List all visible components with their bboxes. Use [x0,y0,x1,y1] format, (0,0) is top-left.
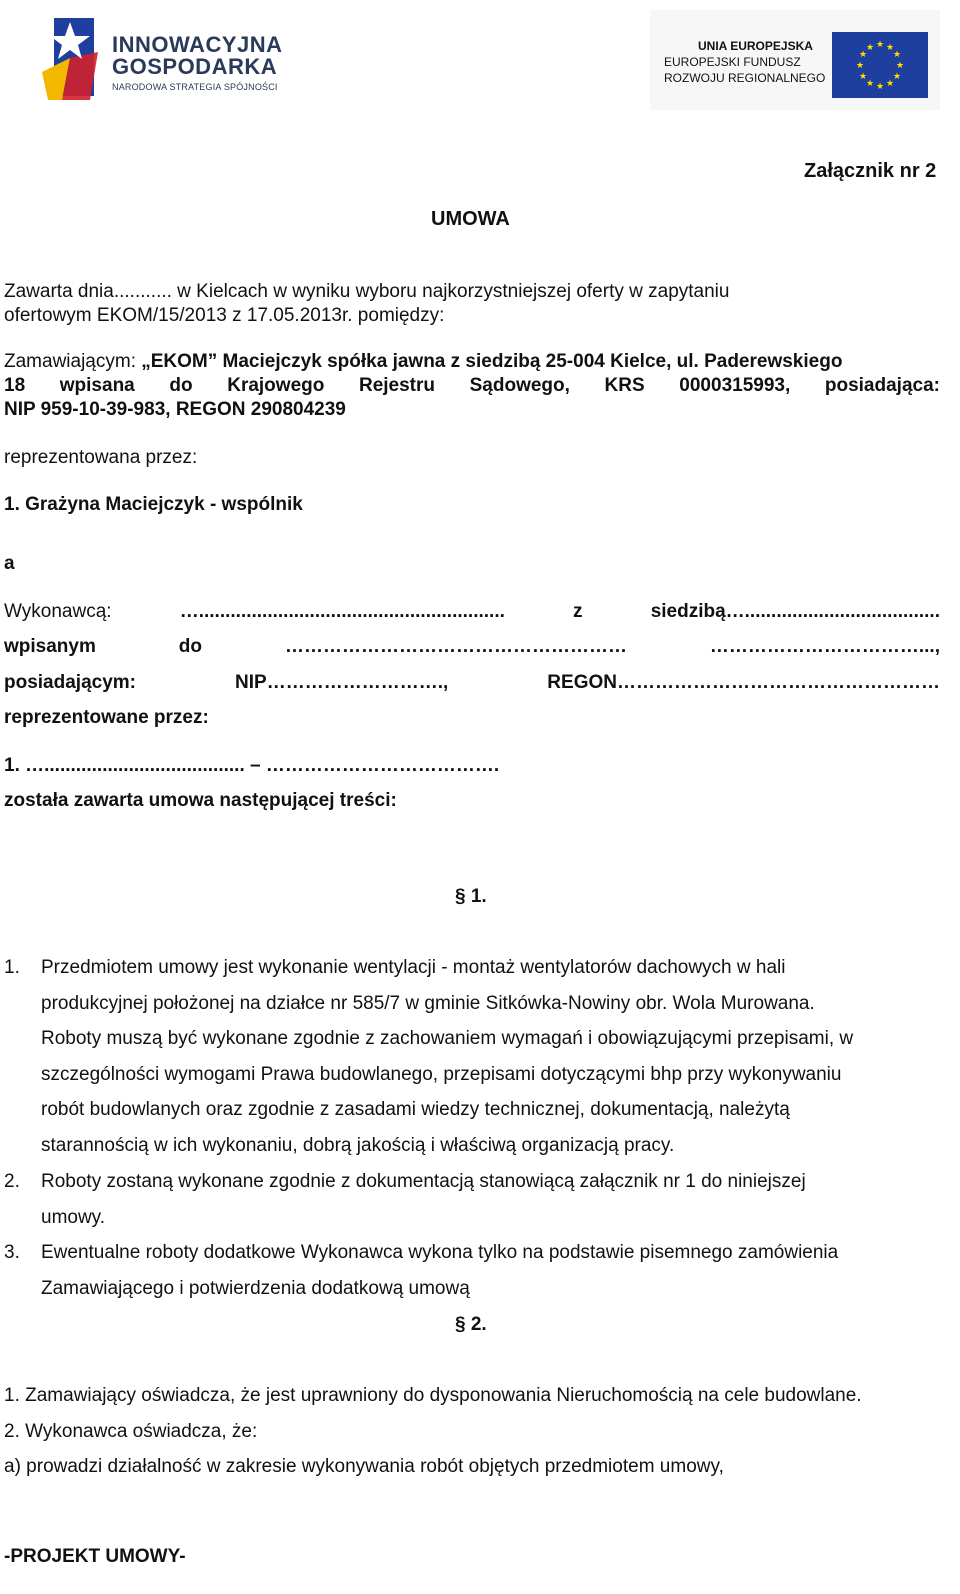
party1-word: 0000315993, [679,375,791,396]
party1-line-3: NIP 959-10-39-983, REGON 290804239 [4,399,346,420]
s1-item-1-line: robót budowlanych oraz zgodnie z zasadami wiedzy technicznej, dokumentacją, należytą [41,1099,790,1120]
party1-word: Krajowego [227,375,325,396]
star-logo-icon [40,12,102,102]
s1-item-1-line: szczególności wymogami Prawa budowlanego, przepisami dotyczącymi bhp przy wykonywaniu [41,1064,842,1085]
logo-line-3: NARODOWA STRATEGIA SPÓJNOŚCI [112,82,278,92]
svg-text:★: ★ [892,72,902,82]
contractor-line-1 [4,601,940,623]
party1-word: KRS [604,375,645,396]
party1-name: „EKOM” Maciejczyk spółka jawna z siedzibą 25-004 Kielce, ul. Paderewskiego [141,351,843,372]
s1-item-2-line: umowy. [41,1207,106,1228]
concluded-line: została zawarta umowa następującej treści: [4,790,397,811]
svg-text:★: ★ [875,82,885,92]
attachment-label: Załącznik nr 2 [804,160,937,182]
innowacyjna-gospodarka-logo [40,12,300,102]
svg-text:★: ★ [858,50,868,60]
intro-line-2: ofertowym EKOM/15/2013 z 17.05.2013r. pomiędzy: [4,305,445,326]
s1-item-1-num: 1. [4,957,20,978]
svg-text:★: ★ [865,43,875,53]
footer-draft-label: -PROJEKT UMOWY- [4,1546,186,1567]
represented-by: reprezentowana przez: [4,447,198,468]
contractor-word: ……………………………..., [709,636,940,657]
logo-line-2: GOSPODARKA [112,54,278,79]
logo-line-1: INNOWACYJNA [112,32,283,57]
svg-text:★: ★ [875,40,885,50]
section-1-heading: § 1. [455,886,487,907]
contractor-representative-1: 1. …...................................... – ………………………………. [4,755,500,776]
s2-line-2: 2. Wykonawca oświadcza, że: [4,1421,258,1442]
party1-word: wpisana [59,375,135,396]
svg-text:★: ★ [895,61,905,71]
svg-text:★: ★ [892,50,902,60]
svg-text:★: ★ [865,79,875,89]
section-2-heading: § 2. [455,1314,487,1335]
contractor-word: wpisanym [4,636,96,657]
eu-line-3: ROZWOJU REGIONALNEGO [664,71,826,85]
contractor-z: z [573,601,583,622]
s2-line-3: a) prowadzi działalność w zakresie wykonywania robót objętych przedmiotem umowy, [4,1456,724,1477]
eu-flag-icon [832,32,928,98]
s1-item-1-line: starannością w ich wykonaniu, dobrą jakością i właściwą organizacją pracy. [41,1135,675,1156]
s1-item-2-num: 2. [4,1171,20,1192]
contractor-line-3 [4,672,940,694]
party1-line-1: Zamawiającym: „EKOM” Maciejczyk spółka jawna z siedzibą 25-004 Kielce, ul. Paderewskiego [4,351,843,372]
document-title: UMOWA [431,208,510,230]
and-label: a [4,553,15,574]
contractor-label: Wykonawcą: [4,601,112,622]
contractor-seat-blank: siedzibą…..................................... [650,601,940,622]
contractor-word: ……………………………………………… [284,636,627,657]
s1-item-1-line: Roboty muszą być wykonane zgodnie z zachowaniem wymagań i obowiązującymi przepisami, w [41,1028,854,1049]
s1-item-3-line: Zamawiającego i potwierdzenia dodatkową umową [41,1278,470,1299]
party1-word: Rejestru [358,375,435,396]
s2-line-1: 1. Zamawiający oświadcza, że jest uprawniony do dysponowania Nieruchomością na cele budowlane. [4,1385,862,1406]
svg-text:★: ★ [885,43,895,53]
s1-item-3-num: 3. [4,1242,20,1263]
contractor-word: NIP………………………., [235,672,449,693]
contractor-name-blank: ….......................................................... [179,601,505,622]
contractor-line-2 [4,636,940,658]
s1-item-1-line: produkcyjnej położonej na działce nr 585/7 w gminie Sitkówka-Nowiny obr. Wola Murowana. [41,993,815,1014]
party1-line-2 [4,375,940,397]
intro-line-1: Zawarta dnia........... w Kielcach w wyniku wyboru najkorzystniejszej oferty w zapytaniu [4,281,730,302]
party1-word: posiadająca: [824,375,940,396]
s1-item-3-line: Ewentualne roboty dodatkowe Wykonawca wykona tylko na podstawie pisemnego zamówienia [41,1242,839,1263]
eu-line-1: UNIA EUROPEJSKA [698,39,813,53]
contractor-word: posiadającym: [4,672,136,693]
contractor-represented: reprezentowane przez: [4,707,209,728]
representative-1: 1. Grażyna Maciejczyk - wspólnik [4,494,303,515]
party1-word: do [169,375,193,396]
s1-item-1-line: Przedmiotem umowy jest wykonanie wentylacji - montaż wentylatorów dachowych w hali [41,957,786,978]
svg-text:★: ★ [855,61,865,71]
contractor-word: do [178,636,203,657]
s1-item-2-line: Roboty zostaną wykonane zgodnie z dokumentacją stanowiącą załącznik nr 1 do niniejszej [41,1171,806,1192]
svg-text:★: ★ [885,79,895,89]
party1-word: 18 [4,375,26,396]
svg-text:★: ★ [858,72,868,82]
eu-fund-logo [650,10,940,110]
contractor-word: REGON…………………………………………… [547,672,940,693]
party1-word: Sądowego, [469,375,570,396]
eu-line-2: EUROPEJSKI FUNDUSZ [664,55,801,69]
